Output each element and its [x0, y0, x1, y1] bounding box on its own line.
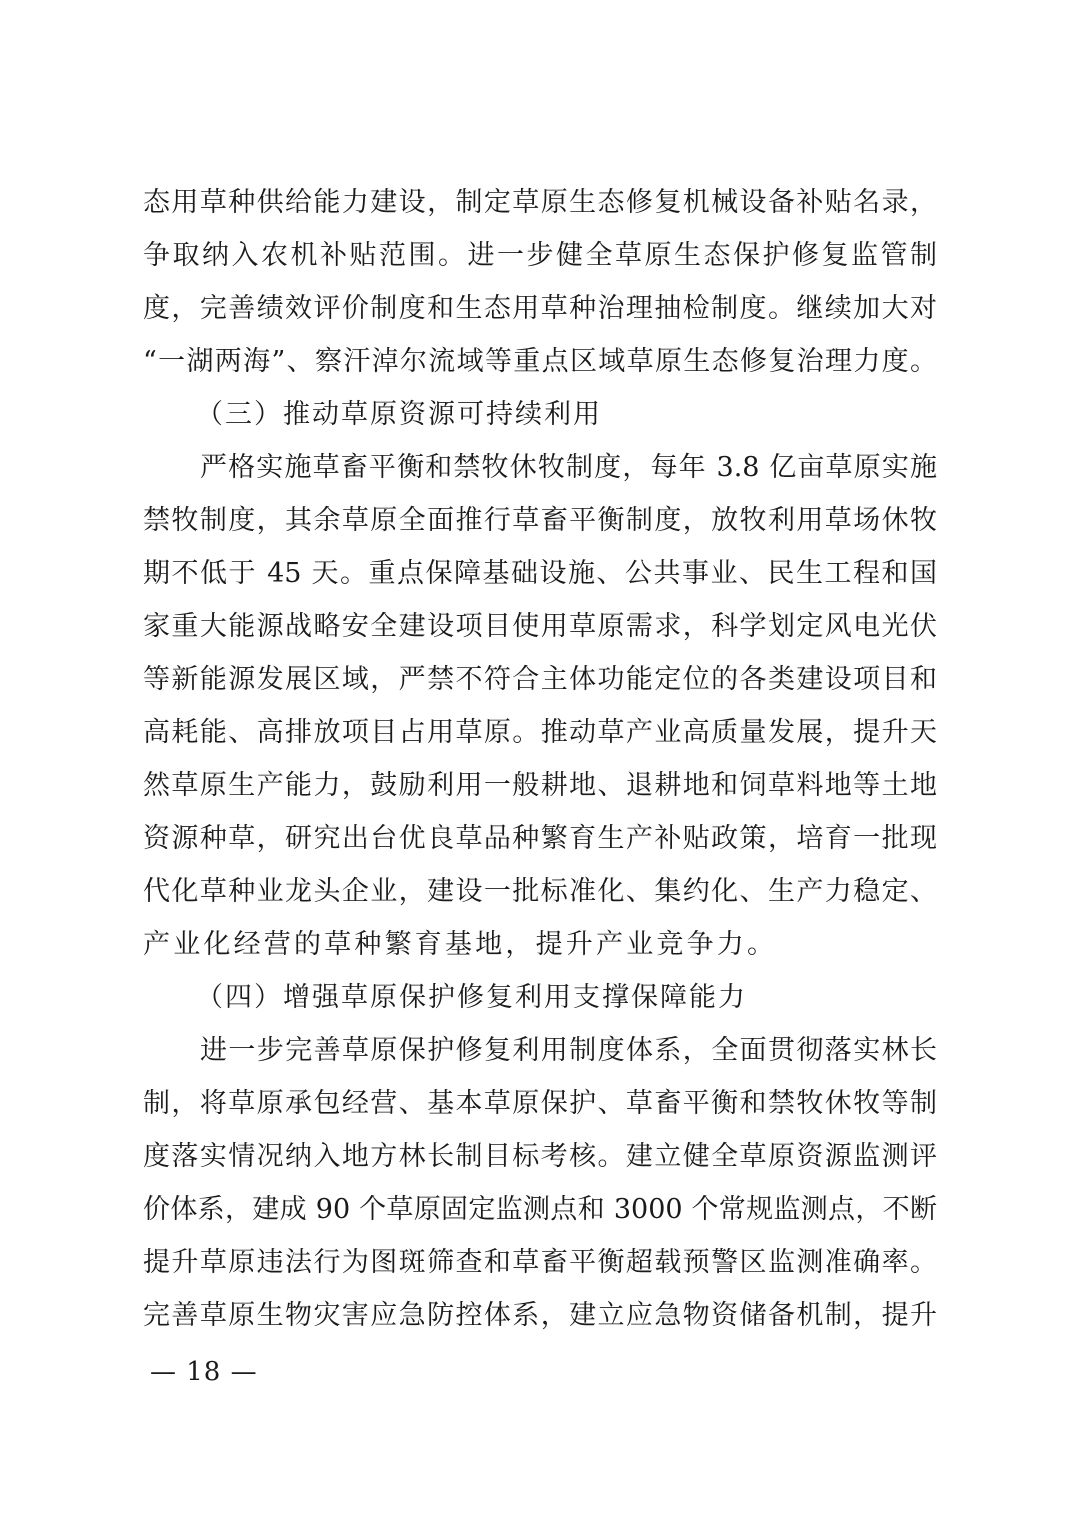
text-line: 价体系，建成 90 个草原固定监测点和 3000 个常规监测点，不断 [143, 1194, 937, 1225]
text-line: “一湖两海”、察汗淖尔流域等重点区域草原生态修复治理力度。 [143, 346, 937, 377]
text-line: 资源种草，研究出台优良草品种繁育生产补贴政策，培育一批现 [143, 823, 937, 854]
text-line: 严格实施草畜平衡和禁牧休牧制度，每年 3.8 亿亩草原实施 [200, 452, 937, 483]
text-line: 高耗能、高排放项目占用草原。推动草产业高质量发展，提升天 [143, 717, 937, 748]
text-line: 产业化经营的草种繁育基地，提升产业竞争力。 [143, 929, 778, 960]
text-line: 期不低于 45 天。重点保障基础设施、公共事业、民生工程和国 [143, 558, 937, 589]
section-heading: （四）增强草原保护修复利用支撑保障能力 [196, 982, 747, 1013]
text-line: 争取纳入农机补贴范围。进一步健全草原生态保护修复监管制 [143, 240, 937, 271]
text-line: 然草原生产能力，鼓励利用一般耕地、退耕地和饲草料地等土地 [143, 770, 937, 801]
text-line: 提升草原违法行为图斑筛查和草畜平衡超载预警区监测准确率。 [143, 1247, 937, 1278]
page-number: — 18 — [150, 1357, 258, 1387]
text-line: 等新能源发展区域，严禁不符合主体功能定位的各类建设项目和 [143, 664, 937, 695]
text-line: 态用草种供给能力建设，制定草原生态修复机械设备补贴名录， [143, 187, 937, 218]
text-line: 制，将草原承包经营、基本草原保护、草畜平衡和禁牧休牧等制 [143, 1088, 937, 1119]
text-line: 代化草种业龙头企业，建设一批标准化、集约化、生产力稳定、 [143, 876, 937, 907]
text-line: 度，完善绩效评价制度和生态用草种治理抽检制度。继续加大对 [143, 293, 937, 324]
text-line: 家重大能源战略安全建设项目使用草原需求，科学划定风电光伏 [143, 611, 937, 642]
text-line: 度落实情况纳入地方林长制目标考核。建立健全草原资源监测评 [143, 1141, 937, 1172]
text-line: 进一步完善草原保护修复利用制度体系，全面贯彻落实林长 [200, 1035, 937, 1066]
text-line: 禁牧制度，其余草原全面推行草畜平衡制度，放牧利用草场休牧 [143, 505, 937, 536]
text-line: 完善草原生物灾害应急防控体系，建立应急物资储备机制，提升 [143, 1300, 937, 1331]
section-heading: （三）推动草原资源可持续利用 [196, 399, 602, 430]
